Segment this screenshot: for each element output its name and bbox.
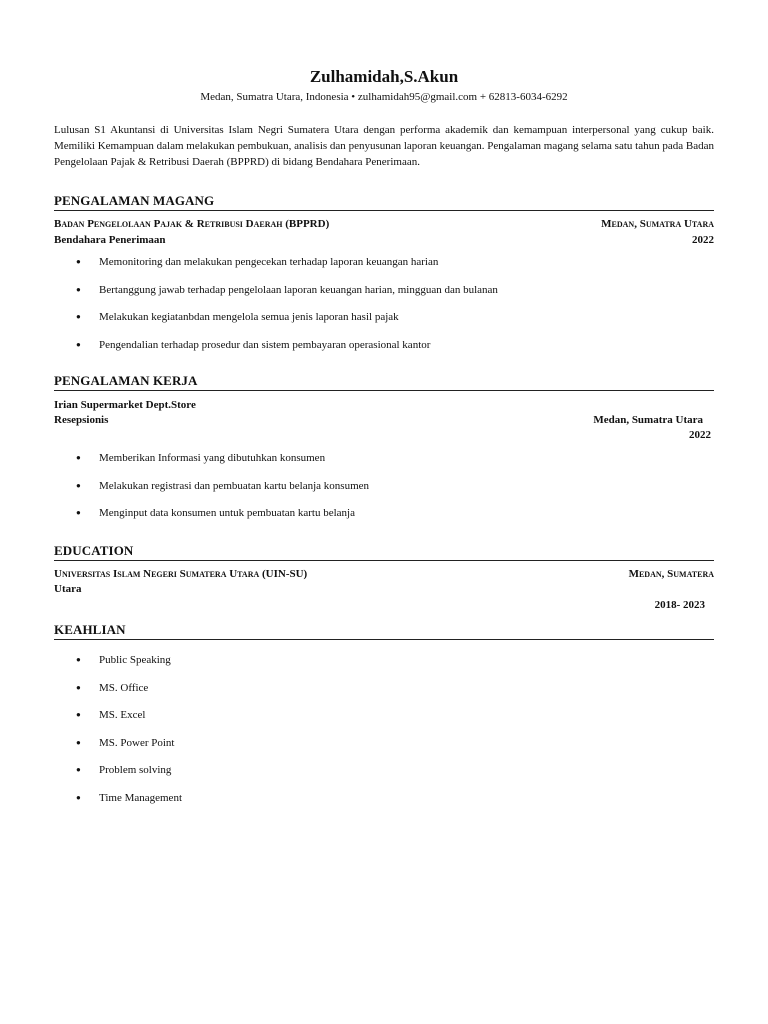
contact-info: Medan, Sumatra Utara, Indonesia • zulhamidah95@gmail.com + 62813-6034-6292 (200, 91, 568, 103)
list-item: ● Melakukan registrasi dan pembuatan kartu belanja konsumen (54, 479, 714, 507)
internship-org: Badan Pengelolaan Pajak & Retribusi Daerah (BPPRD) (54, 218, 330, 230)
list-item: ● Pengendalian terhadap prosedur dan sistem pembayaran operasional kantor (54, 338, 714, 366)
section-title-education: EDUCATION (54, 543, 714, 561)
work-role: Resepsionis (54, 414, 109, 426)
list-item: ● MS. Office (54, 681, 714, 709)
internship-bullet-list (54, 255, 714, 365)
list-item: ● Bertanggung jawab terhadap pengelolaan laporan keuangan harian, mingguan dan bulanan (54, 283, 714, 311)
list-item: ● MS. Power Point (54, 736, 714, 764)
education-years: 2018- 2023 (654, 599, 705, 611)
internship-year: 2022 (692, 234, 714, 246)
work-role-row (54, 414, 714, 426)
list-item: ● MS. Excel (54, 708, 714, 736)
candidate-name: Zulhamidah,S.Akun (309, 67, 459, 86)
section-title-internship: PENGALAMAN MAGANG (54, 193, 714, 211)
education-school: Universitas Islam Negeri Sumatera Utara (UIN-SU) (54, 568, 308, 580)
work-org: Irian Supermarket Dept.Store (54, 399, 196, 411)
list-item: ● Problem solving (54, 763, 714, 791)
list-item: ● Memonitoring dan melakukan pengecekan terhadap laporan keuangan harian (54, 255, 714, 283)
internship-role-row (54, 234, 714, 246)
work-location: Medan, Sumatra Utara (593, 414, 703, 426)
list-item: ● Public Speaking (54, 653, 714, 681)
list-item: ● Memberikan Informasi yang dibutuhkan konsumen (54, 451, 714, 479)
section-title-work: PENGALAMAN KERJA (54, 373, 714, 391)
section-title-skills: KEAHLIAN (54, 622, 714, 640)
education-location-cont: Utara (54, 583, 82, 595)
education-location: Medan, Sumatera (628, 568, 714, 580)
internship-location: Medan, Sumatra Utara (601, 218, 714, 230)
internship-org-row (54, 218, 714, 230)
summary-paragraph: Lulusan S1 Akuntansi di Universitas Islam Negri Sumatera Utara dengan performa akademik dan kemampuan interpersonal yang cukup baik. Memiliki Kemampuan dalam melakukan pembukuan, analisis dan penyusunan laporan keuangan. Pengalaman magang selama satu tahun pada Badan Pengelolaan Pajak & Retribusi Daerah (BPPRD) di bidang Bendahara Penerimaan. (54, 124, 714, 168)
list-item: ● Melakukan kegiatanbdan mengelola semua jenis laporan hasil pajak (54, 310, 714, 338)
resume-page (54, 0, 714, 1024)
list-item: ● Time Management (54, 791, 714, 819)
skills-bullet-list (54, 653, 714, 818)
education-school-row (54, 568, 714, 580)
internship-role: Bendahara Penerimaan (54, 234, 166, 246)
work-year: 2022 (689, 429, 711, 441)
list-item: ● Menginput data konsumen untuk pembuatan kartu belanja (54, 506, 714, 534)
work-bullet-list (54, 451, 714, 534)
